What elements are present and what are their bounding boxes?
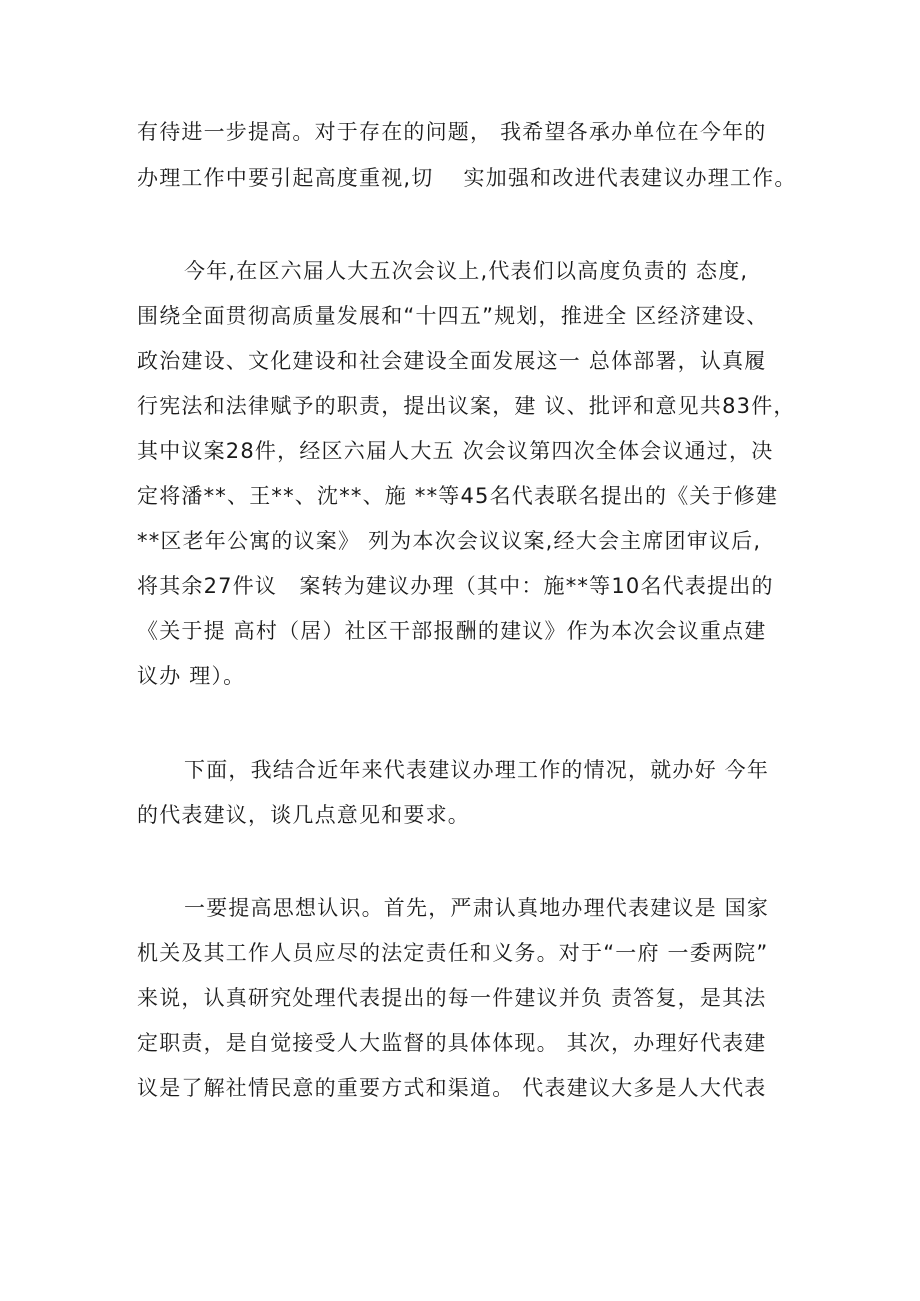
paragraph-4-line-5: 议是了解社情民意的重要方式和渠道。 代表建议大多是人大代表 (137, 1076, 767, 1100)
paragraph-2-line-5: 其中议案28件，经区六届人大五 次会议第四次全体会议通过，决 (137, 439, 774, 463)
paragraph-2-line-1: 今年,在区六届人大五次会议上,代表们以高度负责的 态度, (184, 259, 749, 283)
paragraph-2-line-6: 定将潘**、王**、沈**、施 **等45名代表联名提出的《关于修建 (137, 484, 779, 508)
paragraph-2-line-4: 行宪法和法律赋予的职责，提出议案，建 议、批评和意见共83件， (137, 394, 796, 418)
paragraph-2-line-10: 议办 理）。 (137, 664, 246, 688)
paragraph-2-line-9: 《关于提 高村（居）社区干部报酬的建议》作为本次会议重点建 (137, 619, 767, 643)
paragraph-4-line-1: 一要提高思想认识。首先，严肃认真地办理代表建议是 国家 (184, 896, 770, 920)
paragraph-2-line-7: **区老年公寓的议案》 列为本次会议议案,经大会主席团审议后, (137, 529, 762, 553)
paragraph-2-line-2: 围绕全面贯彻高质量发展和“十四五”规划，推进全 区经济建设、 (137, 304, 769, 328)
paragraph-4-line-4: 定职责，是自觉接受人大监督的具体体现。 其次，办理好代表建 (137, 1031, 767, 1055)
paragraph-1-line-1: 有待进一步提高。对于存在的问题， 我希望各承办单位在今年的 (137, 120, 767, 144)
paragraph-3-line-2: 的代表建议，谈几点意见和要求。 (137, 803, 470, 827)
paragraph-3-line-1: 下面，我结合近年来代表建议办理工作的情况，就办好 今年 (184, 758, 770, 782)
paragraph-4-line-2: 机关及其工作人员应尽的法定责任和义务。对于“一府 一委两院” (137, 941, 769, 965)
paragraph-1-line-2: 办理工作中要引起高度重视,切 实加强和改进代表建议办理工作。 (137, 166, 797, 190)
paragraph-2-line-3: 政治建设、文化建设和社会建设全面发展这一 总体部署，认真履 (137, 349, 767, 373)
paragraph-4-line-3: 来说，认真研究处理代表提出的每一件建议并负 责答复，是其法 (137, 986, 767, 1010)
paragraph-2-line-8: 将其余27件议 案转为建议办理（其中：施**等10名代表提出的 (137, 574, 774, 598)
